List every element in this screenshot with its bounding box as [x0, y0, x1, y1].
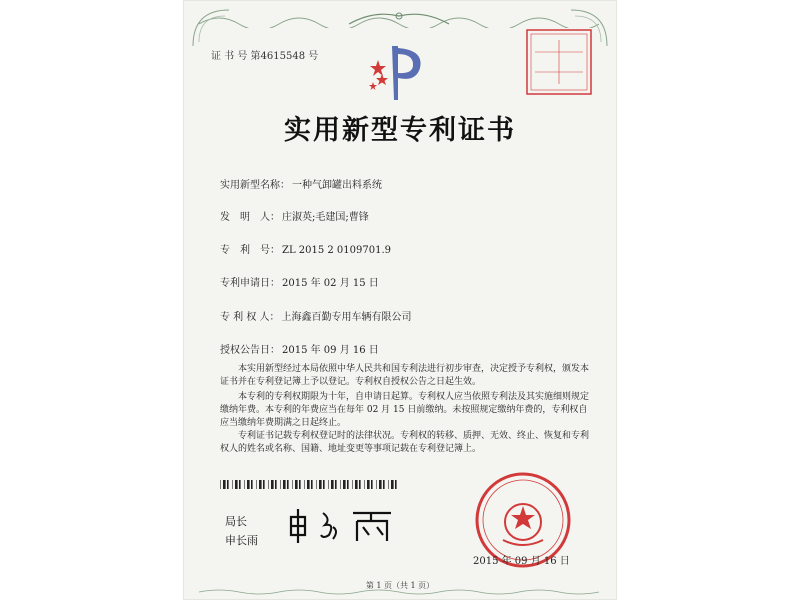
certificate-title: 实用新型专利证书: [284, 115, 516, 146]
field-value: 一种气卸罐出料系统: [292, 180, 382, 191]
patent-certificate: [183, 0, 617, 600]
field-patentee: [220, 308, 412, 323]
decorative-bottom-border: [199, 588, 599, 596]
handwritten-signature-icon: [283, 505, 403, 545]
field-value: 2015 年 09 月 16 日: [282, 345, 379, 356]
field-label: 专 利 权 人：: [220, 312, 280, 323]
corner-ornament-icon: [191, 8, 231, 48]
decorative-top-border: [199, 10, 599, 28]
field-label: 专利申请日：: [220, 278, 280, 289]
patent-office-logo-icon: [368, 40, 428, 102]
field-value: 上海鑫百勤专用车辆有限公司: [281, 312, 412, 323]
grant-date: 2015 年 09 月 16 日: [473, 556, 570, 567]
field-value: 2015 年 02 月 15 日: [282, 278, 379, 289]
official-title: 局长: [225, 515, 247, 528]
field-patent-number: [220, 241, 391, 256]
red-seal-icon: [525, 28, 593, 96]
page-number: 第 1 页（共 1 页）: [365, 581, 435, 590]
field-value: ZL 2015 2 0109701.9: [282, 245, 392, 256]
field-label: 发 明 人：: [220, 212, 280, 223]
official-name: 申长雨: [225, 534, 258, 547]
paragraph-examination: 本实用新型经过本局依照中华人民共和国专利法进行初步审查，决定授予专利权，颁发本证书并在专利登记簿上予以登记。专利权自授权公告之日起生效。: [220, 364, 590, 388]
field-utility-model-name: [220, 176, 382, 191]
paragraph-term: 本专利的专利权期限为十年，自申请日起算。专利权人应当依照专利法及其实施细则规定缴纳年费。本专利的年费应当在每年 02 月 15 日前缴纳。未按照规定缴纳年费的，专利权自应当缴纳年费期满之日起终止。: [220, 392, 590, 429]
field-grant-date: [220, 341, 379, 356]
field-label: 实用新型名称：: [220, 180, 290, 191]
field-inventors: [220, 208, 369, 223]
field-label: 专 利 号：: [220, 245, 280, 256]
field-value: 庄淑英;毛建国;曹锋: [282, 212, 369, 223]
paragraph-registration: 专利证书记载专利权登记时的法律状况。专利权的转移、质押、无效、终止、恢复和专利权人的姓名或名称、国籍、地址变更等事项记载在专利登记簿上。: [220, 431, 590, 455]
field-label: 授权公告日：: [220, 345, 280, 356]
barcode-icon: [220, 480, 400, 489]
field-application-date: [220, 274, 379, 289]
certificate-number: 证 书 号 第4615548 号: [211, 51, 319, 62]
